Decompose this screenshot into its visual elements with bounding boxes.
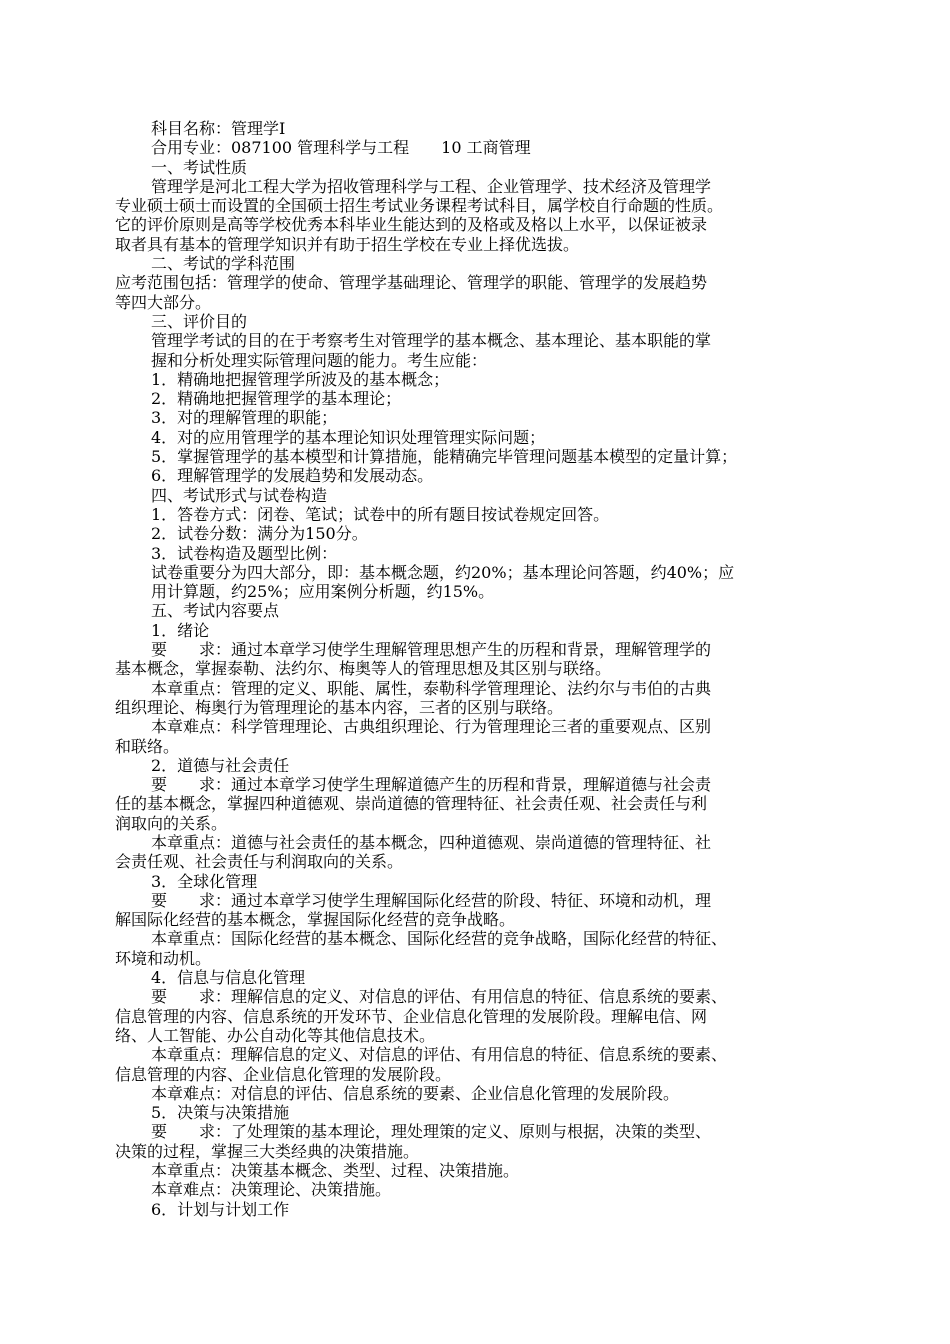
text-line: 要 求：通过本章学习使学生理解国际化经营的阶段、特征、环境和动机，理 xyxy=(151,890,712,910)
text-line: 科目名称：管理学Ⅰ xyxy=(151,119,286,138)
text-line: 1．精确地把握管理学所波及的基本概念； xyxy=(151,369,450,389)
text-line: 本章重点：国际化经营的基本概念、国际化经营的竞争战略，国际化经营的特征、 xyxy=(151,929,728,949)
text-line: 一、考试性质 xyxy=(151,157,248,177)
text-line: 信息管理的内容、信息系统的开发环节、企业信息化管理的发展阶段。理解电信、网 xyxy=(115,1006,708,1026)
text-line: 要 求：了处理策的基本理论，理处理策的定义、原则与根据，决策的类型、 xyxy=(151,1122,712,1142)
document-body xyxy=(115,119,845,1219)
text-line: 信息管理的内容、企业信息化管理的发展阶段。 xyxy=(115,1064,452,1084)
text-line: 任的基本概念，掌握四种道德观、崇尚道德的管理特征、社会责任观、社会责任与利 xyxy=(115,794,708,814)
text-line: 2．试卷分数：满分为150分。 xyxy=(151,524,368,544)
text-line: 三、评价目的 xyxy=(151,311,248,331)
text-line: 本章难点：决策理论、决策措施。 xyxy=(151,1180,392,1200)
text-line: 试卷重要分为四大部分，即：基本概念题，约20%；基本理论问答题，约40%；应 xyxy=(151,562,735,582)
text-line: 专业硕士硕士而设置的全国硕士招生考试业务课程考试科目，属学校自行命题的性质。 xyxy=(115,196,724,216)
text-line: 基本概念，掌握泰勒、法约尔、梅奥等人的管理思想及其区别与联络。 xyxy=(115,659,612,679)
text-line: 本章重点：理解信息的定义、对信息的评估、有用信息的特征、信息系统的要素、 xyxy=(151,1045,728,1065)
text-line: 5．决策与决策措施 xyxy=(151,1103,290,1123)
text-line: 3．全球化管理 xyxy=(151,871,258,891)
text-line: 它的评价原则是高等学校优秀本科毕业生能达到的及格或及格以上水平，以保证被录 xyxy=(115,215,708,235)
text-line: 五、考试内容要点 xyxy=(151,601,280,621)
text-line: 解国际化经营的基本概念，掌握国际化经营的竞争战略。 xyxy=(115,910,516,930)
text-line: 会责任观、社会责任与利润取向的关系。 xyxy=(115,852,404,872)
text-line: 合用专业：087100 管理科学与工程 10 工商管理 xyxy=(151,138,531,158)
text-line: 本章重点：决策基本概念、类型、过程、决策措施。 xyxy=(151,1161,520,1181)
text-line: 5．掌握管理学的基本模型和计算措施，能精确完毕管理问题基本模型的定量计算； xyxy=(151,447,738,467)
text-line: 络、人工智能、办公自动化等其他信息技术。 xyxy=(115,1025,436,1045)
text-line: 管理学是河北工程大学为招收管理科学与工程、企业管理学、技术经济及管理学 xyxy=(151,176,712,196)
text-line: 3．试卷构造及题型比例： xyxy=(151,543,338,563)
text-line: 四、考试形式与试卷构造 xyxy=(151,485,328,505)
text-line: 要 求：理解信息的定义、对信息的评估、有用信息的特征、信息系统的要素、 xyxy=(151,987,728,1007)
text-line: 决策的过程，掌握三大类经典的决策措施。 xyxy=(115,1141,420,1161)
text-line: 二、考试的学科范围 xyxy=(151,254,296,274)
text-line: 润取向的关系。 xyxy=(115,813,228,833)
text-line: 握和分析处理实际管理问题的能力。考生应能： xyxy=(151,350,488,370)
text-line: 等四大部分。 xyxy=(115,292,212,312)
text-line: 4．信息与信息化管理 xyxy=(151,968,306,988)
text-line: 2．精确地把握管理学的基本理论； xyxy=(151,389,402,409)
text-line: 3．对的理解管理的职能； xyxy=(151,408,338,428)
text-line: 2．道德与社会责任 xyxy=(151,755,290,775)
text-line: 管理学考试的目的在于考察考生对管理学的基本概念、基本理论、基本职能的掌 xyxy=(151,331,712,351)
text-line: 环境和动机。 xyxy=(115,948,212,968)
text-line: 本章重点：管理的定义、职能、属性，泰勒科学管理理论、法约尔与韦伯的古典 xyxy=(151,678,712,698)
text-line: 1．绪论 xyxy=(151,620,210,640)
text-line: 组织理论、梅奥行为管理理论的基本内容，三者的区别与联络。 xyxy=(115,697,564,717)
text-line: 本章难点：科学管理理论、古典组织理论、行为管理理论三者的重要观点、区别 xyxy=(151,717,712,737)
text-line: 6．理解管理学的发展趋势和发展动态。 xyxy=(151,466,434,486)
text-line: 应考范围包括：管理学的使命、管理学基础理论、管理学的职能、管理学的发展趋势 xyxy=(115,273,708,293)
text-line: 要 求：通过本章学习使学生理解道德产生的历程和背景，理解道德与社会责 xyxy=(151,775,712,795)
text-line: 4．对的应用管理学的基本理论知识处理管理实际问题； xyxy=(151,427,546,447)
text-line: 和联络。 xyxy=(115,736,180,756)
text-line: 1．答卷方式：闭卷、笔试；试卷中的所有题目按试卷规定回答。 xyxy=(151,504,610,524)
text-line: 要 求：通过本章学习使学生理解管理思想产生的历程和背景，理解管理学的 xyxy=(151,640,712,660)
text-line: 取者具有基本的管理学知识并有助于招生学校在专业上择优选拔。 xyxy=(115,234,580,254)
text-line: 本章重点：道德与社会责任的基本概念，四种道德观、崇尚道德的管理特征、社 xyxy=(151,832,712,852)
text-line: 用计算题，约25%；应用案例分析题，约15%。 xyxy=(151,582,495,602)
text-line: 本章难点：对信息的评估、信息系统的要素、企业信息化管理的发展阶段。 xyxy=(151,1083,680,1103)
text-line: 6．计划与计划工作 xyxy=(151,1199,290,1219)
